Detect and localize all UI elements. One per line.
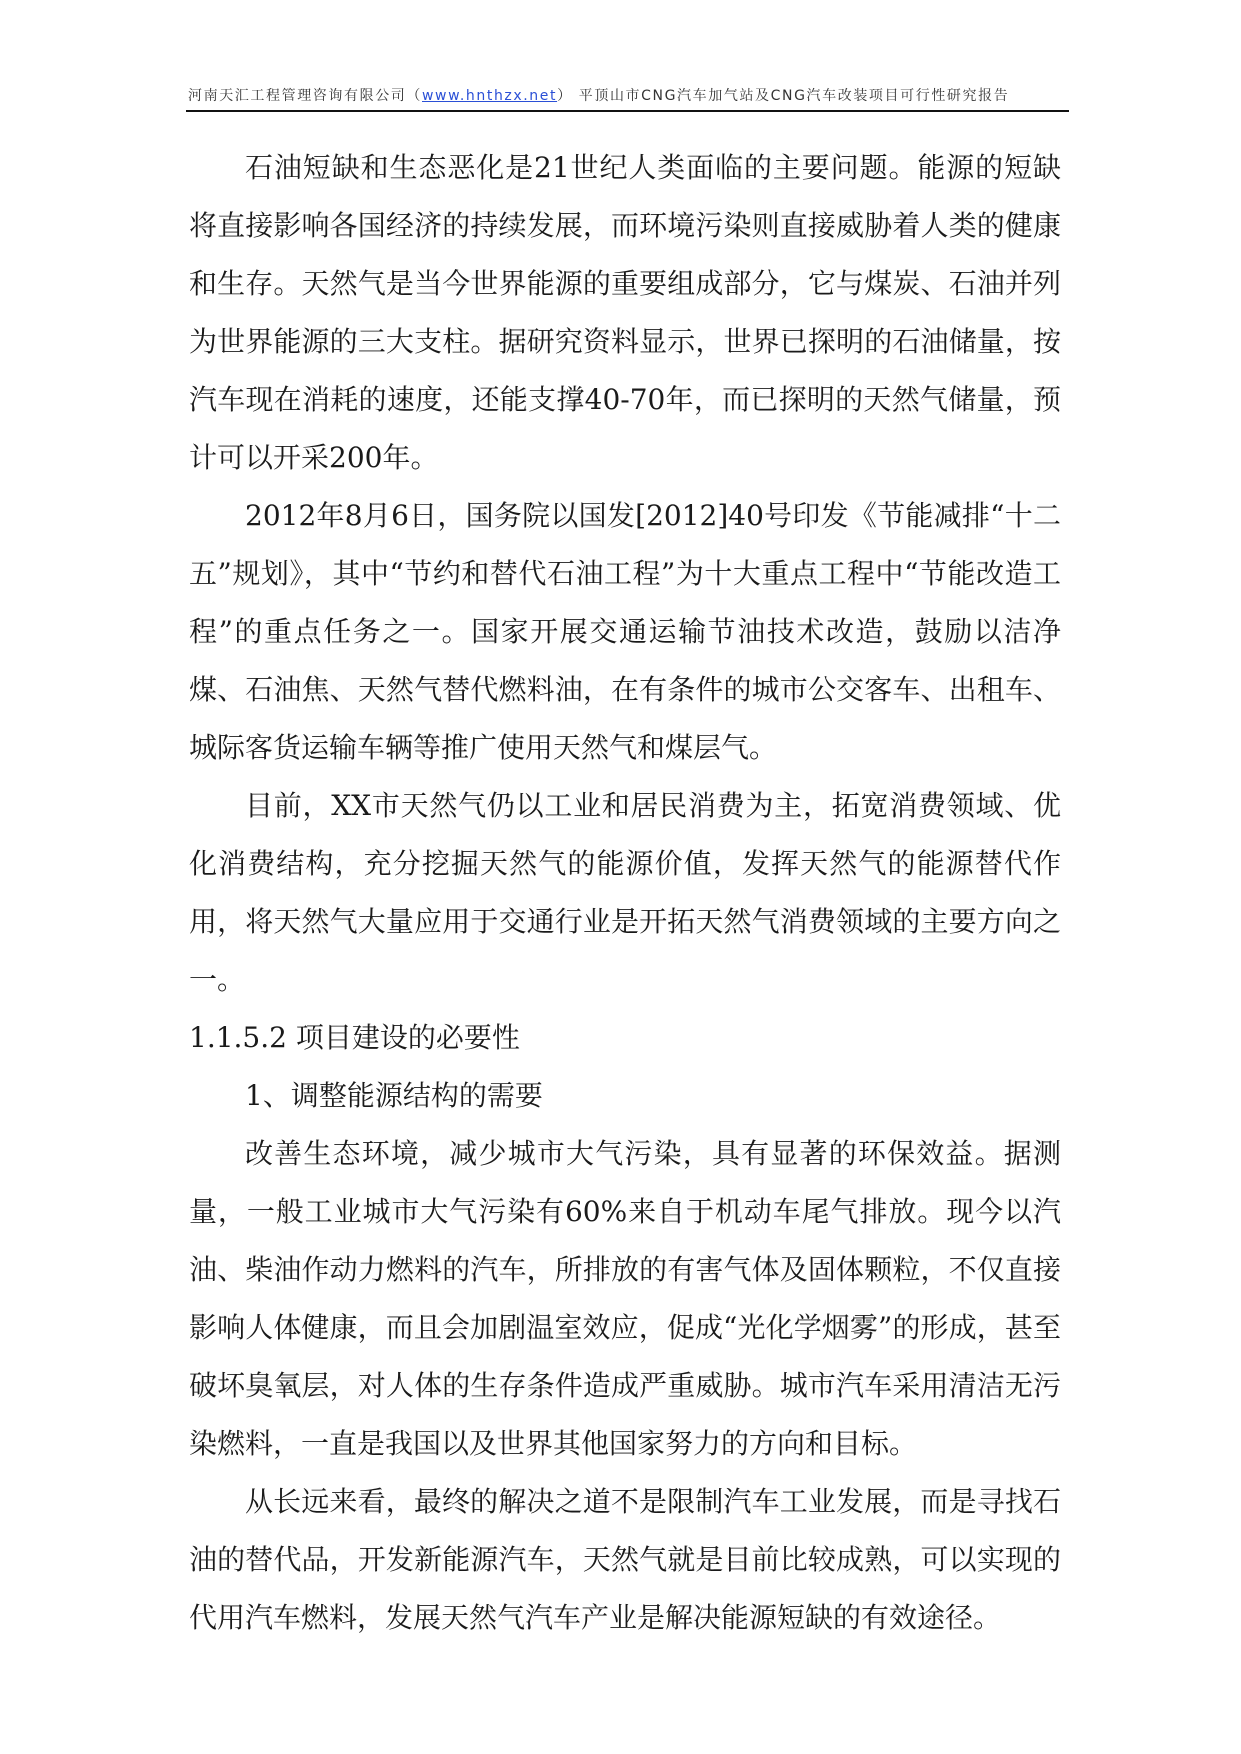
paragraph: 2012年8月6日，国务院以国发[2012]40号印发《节能减排“十二五”规划》，其中“节约和替代石油工程”为十大重点工程中“节能改造工程”的重点任务之一。国家开展交通运输节油技术改造，鼓励以洁净煤、石油焦、天然气替代燃料油，在有条件的城市公交客车、出租车、城际客货运输车辆等推广使用天然气和煤层气。: [189, 499, 1061, 764]
header-rule: [186, 110, 1069, 112]
subheading: 1、调整能源结构的需要: [245, 1079, 543, 1112]
paragraph: 改善生态环境，减少城市大气污染，具有显著的环保效益。据测量，一般工业城市大气污染有60%来自于机动车尾气排放。现今以汽油、柴油作动力燃料的汽车，所排放的有害气体及固体颗粒，不仅直接影响人体健康，而且会加剧温室效应，促成“光化学烟雾”的形成，甚至破坏臭氧层，对人体的生存条件造成严重威胁。城市汽车采用清洁无污染燃料，一直是我国以及世界其他国家努力的方向和目标。: [189, 1137, 1061, 1460]
header-website-link[interactable]: www.hnthzx.net: [422, 88, 558, 104]
header-company: 河南天汇工程管理咨询有限公司（: [188, 88, 422, 104]
running-header: [188, 86, 1068, 106]
section-heading: 1.1.5.2 项目建设的必要性: [189, 1021, 520, 1054]
paragraph: 从长远来看，最终的解决之道不是限制汽车工业发展，而是寻找石油的替代品，开发新能源汽车，天然气就是目前比较成熟，可以实现的代用汽车燃料，发展天然气汽车产业是解决能源短缺的有效途径。: [189, 1485, 1061, 1634]
document-body: [189, 139, 1061, 1647]
header-report-title: ） 平顶山市CNG汽车加气站及CNG汽车改装项目可行性研究报告: [557, 88, 1010, 104]
paragraph: 石油短缺和生态恶化是21世纪人类面临的主要问题。能源的短缺将直接影响各国经济的持续发展，而环境污染则直接威胁着人类的健康和生存。天然气是当今世界能源的重要组成部分，它与煤炭、石油并列为世界能源的三大支柱。据研究资料显示，世界已探明的石油储量，按汽车现在消耗的速度，还能支撑40-70年，而已探明的天然气储量，预计可以开采200年。: [189, 151, 1061, 474]
paragraph: 目前，XX市天然气仍以工业和居民消费为主，拓宽消费领域、优化消费结构，充分挖掘天然气的能源价值，发挥天然气的能源替代作用，将天然气大量应用于交通行业是开拓天然气消费领域的主要方向之一。: [189, 789, 1061, 996]
